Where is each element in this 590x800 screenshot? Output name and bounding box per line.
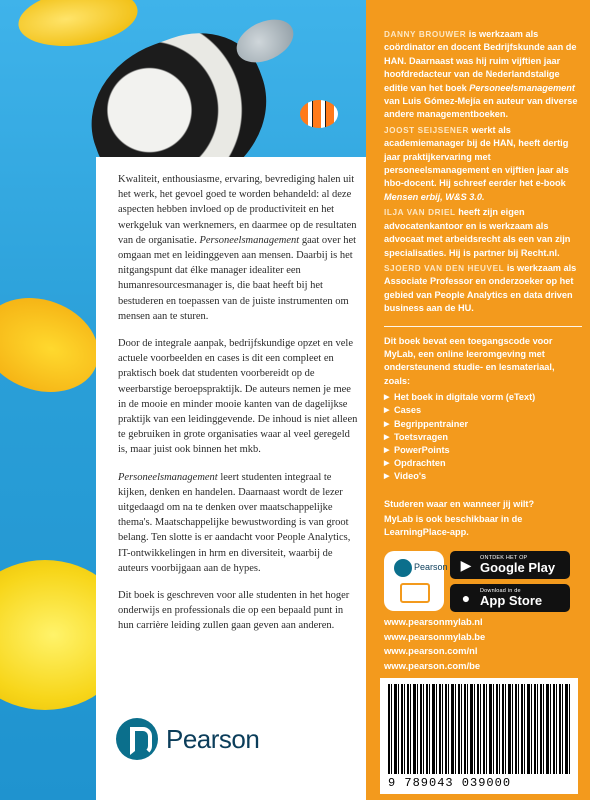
list-item: ▶ Toetsvragen: [384, 431, 582, 444]
author-bio: ILJA VAN DRIEL heeft zijn eigen advocatenkantoor en is werkzaam als advocaat met arbeidsrecht als een van zijn specialisaties. Hij is partner bij Recht.nl.: [384, 207, 571, 258]
yellow-fish-image: [0, 282, 112, 408]
url-link[interactable]: www.pearsonmylab.be: [384, 630, 486, 642]
author-bio: JOOST SEIJSENER werkt als academiemanager bij de HAN, heeft dertig jaar praktijkervaring met personeelsmanagement en vijftien jaar als hbo-docent. Hij schreef eerder het e-book Mensen erbij, W&S 3.0.: [384, 124, 569, 202]
clownfish-image: [300, 100, 338, 128]
list-item: ▶ PowerPoints: [384, 444, 582, 457]
blurb-paragraph: Dit boek is geschreven voor alle studenten in het hoger onderwijs en professionals die op een bepaald punt in hun carrière leiding zullen gaan geven aan anderen.: [118, 590, 350, 632]
barcode-bars: [388, 684, 570, 774]
mylab-feature-list: [384, 391, 582, 483]
author-bio: DANNY BROUWER is werkzaam als coördinator en docent Bedrijfskunde aan de HAN. Daarnaast was hij ruim vijftien jaar hoofdredacteur van de Nederlandstalige editie van het boek Personeelsmanagement van Luis Gómez-Mejía en auteur van diverse andere managementboeken.: [384, 29, 578, 120]
back-cover-blurb: [118, 172, 360, 646]
isbn-number: 9 789043 039000: [388, 776, 512, 790]
isbn-barcode: [380, 678, 578, 794]
website-links: [384, 615, 485, 673]
apple-icon: ●: [461, 590, 471, 606]
map-icon: [400, 583, 430, 603]
pearson-p-icon: [116, 718, 158, 760]
study-answer: MyLab is ook beschikbaar in de LearningPlace-app.: [384, 513, 523, 538]
mylab-info: Dit boek bevat een toegangscode voor MyLab, een online leeromgeving met ondersteunend studie- en lesmateriaal, zoals: ▶ Het boek in digitale vorm (eText) ▶ Cases ▶ Begrippentrainer ▶ Toetsvragen ▶ PowerPoints ▶ Opdrachten ▶ Video's Studeren waar en wanneer jij wilt? MyLab is ook beschikbaar in de LearningPlace-app.: [384, 335, 582, 540]
author-bio: SJOERD VAN DEN HEUVEL is werkzaam als Associate Professor en onderzoeker op het gebied van People Analytics en data driven business aan de HU.: [384, 262, 577, 314]
blurb-paragraph: Personeelsmanagement leert studenten integraal te kijken, denken en handelen. Daarnaast wordt de lezer uitgedaagd om na te denken over maatschappelijke thema's. Maatschappelijke bewustwording is van groot belang. Ten slotte is er aandacht voor People Analytics, IT-ontwikkelingen in hrm en diversiteit, waarbij de auteurs voorbijgaan aan de hypes.: [118, 471, 351, 574]
url-link[interactable]: www.pearsonmylab.nl: [384, 616, 483, 627]
url-link[interactable]: www.pearson.com/nl: [384, 645, 478, 656]
learningplace-app-icon[interactable]: Pearson: [384, 551, 444, 611]
google-play-icon: ▶: [460, 556, 472, 573]
app-downloads: [384, 551, 570, 612]
list-item: ▶ Cases: [384, 404, 582, 417]
yellow-fish-image: [15, 0, 141, 53]
pearson-logo: [116, 718, 259, 760]
url-link[interactable]: www.pearson.com/be: [384, 659, 481, 671]
list-item: ▶ Het boek in digitale vorm (eText): [384, 391, 582, 404]
publisher-name: Pearson: [166, 723, 260, 754]
list-item: ▶ Begrippentrainer: [384, 418, 582, 431]
google-play-badge[interactable]: ▶ ONTDEK HET OP Google Play: [450, 551, 570, 579]
app-store-badge[interactable]: ● Download in de App Store: [450, 584, 570, 612]
info-content: [384, 28, 582, 542]
list-item: ▶ Opdrachten: [384, 457, 582, 470]
blurb-paragraph: Door de integrale aanpak, bedrijfskundige opzet en vele actuele voorbeelden en cases is dit een compleet en praktisch boek dat studenten voorbereidt op de weerbarstige beroepspraktijk. De auteurs nemen je mee in de mooie en minder mooie kanten van de dagelijkse praktijk van een leidinggevende. De inhoud is niet alleen te gebruiken in grote organisaties waar al veel geregeld is, maar juist ook binnen het mkb.: [118, 338, 358, 456]
mylab-link: MyLab: [384, 348, 414, 359]
store-badges: [450, 551, 570, 612]
blurb-paragraph: Kwaliteit, enthousiasme, ervaring, bevrediging halen uit het werk, het gevoel goed te worden behandeld: al deze aspecten hebben invloed op de productiviteit en het werkgeluk van werknemers, en daarmee op de resultaten van de organisatie. Personeelsmanagement gaat over het omgaan met en leidinggeven aan mensen. Daarbij is het nitgangspunt dat élke manager idealiter een humanresourcesmanager is, die baat heeft bij het bestuderen en toepassen van de juiste instrumenten om mensen aan te sturen.: [118, 174, 357, 322]
divider: [384, 326, 582, 327]
pearson-p-icon: [394, 559, 412, 577]
list-item: ▶ Video's: [384, 470, 582, 483]
study-question: Studeren waar en wanneer jij wilt?: [384, 498, 535, 509]
